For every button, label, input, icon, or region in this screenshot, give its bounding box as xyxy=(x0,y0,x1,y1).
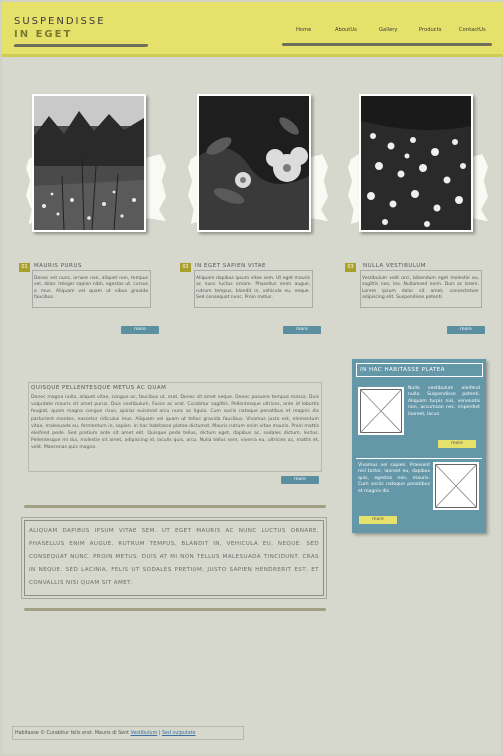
logo-line-1[interactable]: SUSPENDISSE xyxy=(14,16,106,27)
card-3-more-button[interactable]: more xyxy=(447,326,485,334)
card-2-title: IN EGET SAPIEN VITAE xyxy=(195,263,266,269)
logo-underline xyxy=(13,44,148,47)
section-divider-bottom xyxy=(24,608,326,611)
nav-about-us[interactable]: AboutUs xyxy=(335,27,357,33)
sidebar xyxy=(352,359,486,533)
logo-line-2[interactable]: IN EGET xyxy=(14,29,73,40)
card-3-number-badge: 03 xyxy=(345,263,356,272)
grass-photo-image xyxy=(34,96,144,230)
sidebar-thumb-2[interactable] xyxy=(433,462,479,510)
card-1-text: Donec est nunc, ornare non, aliquet non, tempus vel, dolor. Integer sapien nibh, egestas ut, cursus a mus. Aliquam vel quam ut nibus gravida faucibus. xyxy=(34,276,148,301)
sidebar-more-button-2[interactable]: more xyxy=(359,516,397,524)
sidebar-title: IN HAC HABITASSE PLATEA xyxy=(356,363,483,377)
main-nav xyxy=(282,27,492,41)
nav-home[interactable]: Home xyxy=(296,27,312,33)
card-2-number-badge: 02 xyxy=(180,263,191,272)
card-3-photo[interactable] xyxy=(359,94,473,232)
card-2-photo[interactable] xyxy=(197,94,311,232)
card-1-number-badge: 01 xyxy=(19,263,30,272)
image-placeholder-icon xyxy=(435,464,477,508)
sidebar-more-button-1[interactable]: more xyxy=(438,440,476,448)
nav-gallery[interactable]: Gallery xyxy=(379,27,398,33)
article xyxy=(28,382,322,472)
card-2-more-button[interactable]: more xyxy=(283,326,321,334)
card-1-title: MAURIS PURUS xyxy=(34,263,82,269)
daisies-photo-image xyxy=(361,96,471,230)
card-3-title: NULLA VESTIBULUM xyxy=(363,263,426,269)
card-1-photo[interactable] xyxy=(32,94,146,232)
nav-underline xyxy=(282,43,492,46)
card-1-more-button[interactable]: more xyxy=(121,326,159,334)
footer-link-vestibulum[interactable]: Vestibulum xyxy=(130,731,158,736)
article-text: Donec magna nulla, aliquet vitae, congue ac, faucibus ut, erat. Donec sit amet neque. Donec posuere tempus massa. Duis vulputate mauris sit amet purus. Duis vestibulum. Fusce ac erat. Curabitur sagittis. Pellentesque ultrices, ante id lobortis feugiat, quam magna congue risus, quinar euismod arcu nunc ac ligula. Cum sociis natoque penatibus et magnis dis parturient montes, nascetur ridiculus mus. Aliquam vel quam ut tellus gravida faucibus. Vivamus justo est, elementum vitae, malesuada eu, fermentum in, sapien. In hac habitasse platea dictumst. Mauris rutrum enim vitae mauris. Proin mattis eleifend pede. Sed pretium ante sit amet elit. Quisque pede tellus, dictum eget, dapibus ac, sodales dictum, lectus. Pellentesque mi dui, molestie sit amet, adipiscing id, iaculis quis, arcu. Nulla tellus sem, viverra eu, ultricies ac, mattis et, velit. Maecenas quis magna. xyxy=(31,395,319,451)
image-placeholder-icon xyxy=(360,389,402,433)
sidebar-divider xyxy=(356,458,482,459)
section-divider-top xyxy=(24,505,326,508)
nav-products[interactable]: Products xyxy=(419,27,442,33)
quote-text: ALIQUAM DAPIBUS IPSUM VITAE SEM. UT EGET MAURIS AC NUNC LUCTUS ORNARE. PHASELLUS ENIM AUGUE, RUTRUM TEMPUS, BLANDIT IN, VEHICULA EU, NEQUE. SED CONSEQUAT NUNC. PROIN METUS. DUIS AT MI NON TELLUS MALESUADA TINCIDUNT. CRAS IN NEQUE. SED LACINIA, FELIS UT SODALES PRETIUM, JUSTO SAPIEN HENDRERIT EST, ET CONVALLIS NISI QUAM SIT AMET. xyxy=(29,528,319,586)
header xyxy=(2,2,503,57)
quote-box xyxy=(24,520,324,596)
sidebar-text-2: Vivamus vel sapien. Praesent nisl tortor, laoreet eu, dapibus quis, egestas non, mauris. Cum sociis natoque penatibus et magnis dis. xyxy=(358,463,430,494)
nav-contact-us[interactable]: ContactUs xyxy=(459,27,486,33)
sidebar-text-1: Nulla vestibulum eleifend nulla. Suspendisse potenti. Aliquam turpis nisi, venenatis non, accumsan nec, imperdiet laoreet, lacus. xyxy=(408,386,480,417)
article-title: QUISQUE PELLENTESQUE METUS AC QUAM xyxy=(31,385,167,391)
footer-separator: | xyxy=(157,731,162,736)
card-2-text: Aliquam dapibus ipsum vitae sem. Ut eget mauris ac nunc luctus ornare. Phasellus enim augue, rutrum tempus, blandit in, vehicula eu, neque. Sed consequat nunc. Proin metus. xyxy=(196,276,310,301)
footer xyxy=(12,726,244,740)
card-3-text: Vestibulum velit orci, bibendum eget molestie eu, sagittis non, leo. Nullamsed enim. Duis ac lorem. Lorem ipsum dolor sit amet, consectetuer adipiscing elit. Suspendisse potenti. xyxy=(362,276,479,301)
rose-photo-image xyxy=(199,96,309,230)
footer-link-sed-vulputate[interactable]: Sed vulputate xyxy=(161,731,196,736)
sidebar-thumb-1[interactable] xyxy=(358,387,404,435)
article-more-button[interactable]: more xyxy=(281,476,319,484)
footer-text: Habitasse © Curabitur felis erat. Mauris di Sent xyxy=(15,731,131,736)
